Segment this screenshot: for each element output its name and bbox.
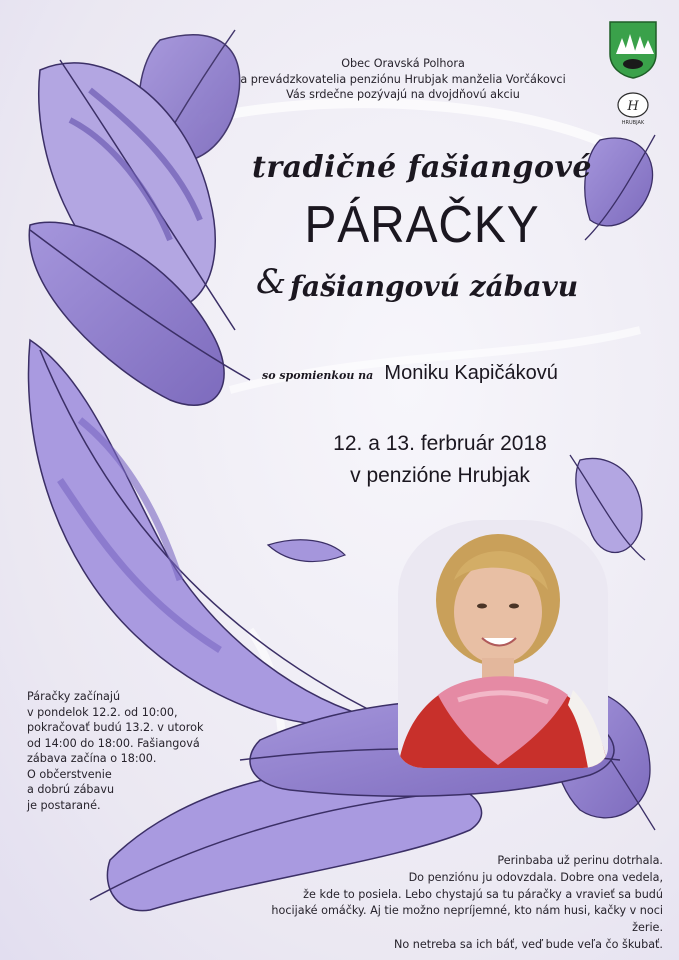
- memorial-prefix: so spomienkou na: [262, 369, 374, 382]
- poem-line: No netreba sa ich báť, veď bude veľa čo škubať.: [394, 937, 663, 951]
- feather-small-center: [268, 540, 345, 562]
- schedule-line: v pondelok 12.2. od 10:00,: [27, 705, 178, 719]
- intro-line: a prevádzkovatelia penziónu Hrubjak manželia Vorčákovci: [240, 72, 566, 86]
- schedule-line: zábava začína o 18:00.: [27, 752, 157, 765]
- event-info: [290, 428, 590, 492]
- title-main: PÁRAČKY: [304, 196, 540, 254]
- schedule-line: od 14:00 do 18:00. Fašiangová: [27, 736, 200, 750]
- poem-line: hocijaké omáčky. Aj tie možno nepríjemné, kto nám husi, kačky v noci žerie.: [271, 904, 663, 935]
- event-place: v penzióne Hrubjak: [350, 464, 530, 487]
- poem-line: že kde to posiela. Lebo chystajú sa tu páračky a vravieť sa budú: [303, 887, 663, 901]
- schedule-text: [27, 689, 217, 813]
- poem-line: Perinbaba už perinu dotrhala.: [497, 854, 663, 867]
- title-line-3: fašiangovú zábavu: [290, 270, 579, 303]
- invitation-intro: [230, 56, 576, 103]
- portrait-photo: [398, 520, 608, 768]
- title-line-1: tradičné fašiangové: [252, 150, 592, 185]
- poem-line: Do penziónu ju odovzdala. Dobre ona vedela,: [408, 870, 663, 884]
- memorial-line: [262, 362, 602, 385]
- schedule-line: je postarané.: [27, 798, 101, 812]
- svg-text:H: H: [627, 99, 639, 114]
- schedule-line: pokračovať budú 13.2. v utorok: [27, 721, 204, 734]
- schedule-line: Páračky začínajú: [27, 690, 121, 703]
- memorial-name: Moniku Kapičákovú: [384, 362, 558, 384]
- hrubjak-logo: [610, 91, 656, 127]
- event-date: 12. a 13. ferbruár 2018: [333, 432, 547, 455]
- village-coat-of-arms: [608, 20, 658, 80]
- poem-text: [258, 853, 663, 954]
- title-ampersand: &: [256, 262, 287, 302]
- intro-line: Obec Oravská Polhora: [341, 57, 465, 70]
- svg-text:HRUBJAK: HRUBJAK: [621, 120, 645, 126]
- schedule-line: a dobrú zábavu: [27, 783, 115, 796]
- schedule-line: O občerstvenie: [27, 767, 112, 781]
- intro-line: Vás srdečne pozývajú na dvojdňovú akciu: [286, 88, 520, 101]
